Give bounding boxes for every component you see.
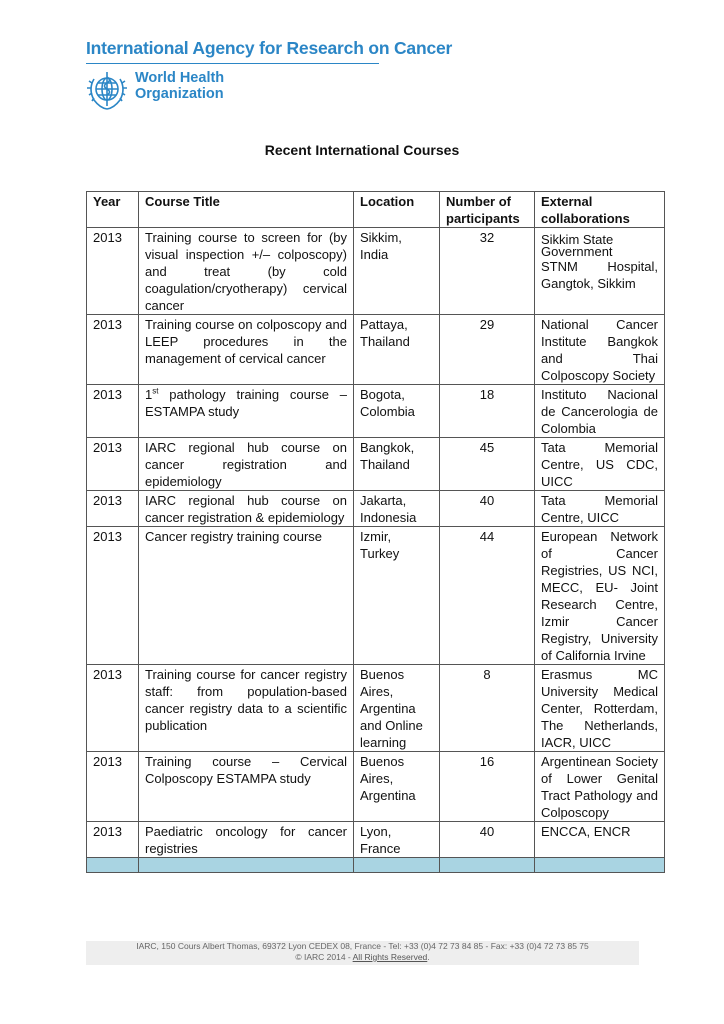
table-row [87, 315, 665, 385]
footer-period: . [427, 952, 430, 962]
blank-cell [535, 858, 665, 873]
cell-year: 2013 [87, 491, 139, 527]
cell-collaborations: Argentinean Society of Lower Genital Tract Pathology and Colposcopy [535, 752, 665, 822]
cell-collaborations: Tata Memorial Centre, UICC [535, 491, 665, 527]
footer-copyright: © IARC 2014 - [295, 952, 353, 962]
table-row [87, 665, 665, 752]
cell-year: 2013 [87, 527, 139, 665]
cell-participants: 29 [440, 315, 535, 385]
cell-participants: 40 [440, 491, 535, 527]
cell-location: Bogota, Colombia [354, 385, 440, 438]
cell-year: 2013 [87, 228, 139, 315]
cell-course-title [139, 385, 354, 438]
table-header-row [87, 192, 665, 228]
collab-line: Sikkim State Government [541, 232, 614, 259]
header-participants: Number of participants [440, 192, 535, 228]
cell-year: 2013 [87, 752, 139, 822]
title-ordinal-suffix: st [152, 386, 159, 396]
cell-participants: 40 [440, 822, 535, 858]
cell-location: Buenos Aires, Argentina and Online learning [354, 665, 440, 752]
collab-line: STNM Hospital, Gangtok, Sikkim [541, 259, 658, 291]
cell-course-title: Training course to screen for (by visual inspection +/– colposcopy) and treat (by cold coagulation/cryotherapy) cervical cancer [139, 228, 354, 315]
table-blank-row [87, 858, 665, 873]
header-rule [86, 63, 379, 64]
blank-cell [440, 858, 535, 873]
table-row [87, 822, 665, 858]
blank-cell [354, 858, 440, 873]
cell-participants: 45 [440, 438, 535, 491]
agency-name: International Agency for Research on Cancer [86, 38, 453, 58]
who-emblem-icon [84, 69, 130, 111]
cell-location: Pattaya, Thailand [354, 315, 440, 385]
cell-course-title: Paediatric oncology for cancer registries [139, 822, 354, 858]
table-row [87, 491, 665, 527]
cell-participants: 8 [440, 665, 535, 752]
cell-participants: 18 [440, 385, 535, 438]
cell-location: Bangkok, Thailand [354, 438, 440, 491]
cell-participants: 44 [440, 527, 535, 665]
title-ordinal: 1 [145, 387, 153, 402]
cell-course-title: Cancer registry training course [139, 527, 354, 665]
cell-participants: 32 [440, 228, 535, 315]
table-row [87, 752, 665, 822]
cell-collaborations [535, 228, 665, 315]
cell-location: Izmir, Turkey [354, 527, 440, 665]
table-row [87, 228, 665, 315]
footer-copyright-line [86, 952, 639, 963]
cell-year: 2013 [87, 665, 139, 752]
cell-year: 2013 [87, 438, 139, 491]
footer-address: IARC, 150 Cours Albert Thomas, 69372 Lyon CEDEX 08, France - Tel: +33 (0)4 72 73 84 85 - Fax: +33 (0)4 72 73 85 75 [136, 941, 589, 951]
page-header [0, 0, 724, 120]
header-location: Location [354, 192, 440, 228]
cell-course-title: Training course for cancer registry staff: from population-based cancer registry data to a scientific publication [139, 665, 354, 752]
cell-course-title: Training course on colposcopy and LEEP procedures in the management of cervical cancer [139, 315, 354, 385]
header-course-title: Course Title [139, 192, 354, 228]
cell-collaborations: National Cancer Institute Bangkok and Thai Colposcopy Society [535, 315, 665, 385]
table-row [87, 438, 665, 491]
cell-collaborations: Instituto Nacional de Cancerologia de Colombia [535, 385, 665, 438]
cell-collaborations: Erasmus MC University Medical Center, Rotterdam, The Netherlands, IACR, UICC [535, 665, 665, 752]
cell-location: Jakarta, Indonesia [354, 491, 440, 527]
title-rest: pathology training course – ESTAMPA study [145, 387, 347, 419]
cell-year: 2013 [87, 385, 139, 438]
who-name-line1: World Health [135, 70, 225, 86]
table-row [87, 527, 665, 665]
header-year: Year [87, 192, 139, 228]
cell-location: Sikkim, India [354, 228, 440, 315]
cell-participants: 16 [440, 752, 535, 822]
cell-course-title: IARC regional hub course on cancer registration & epidemiology [139, 491, 354, 527]
cell-course-title: IARC regional hub course on cancer registration and epidemiology [139, 438, 354, 491]
page-title: Recent International Courses [264, 142, 460, 158]
cell-collaborations: European Network of Cancer Registries, US NCI, MECC, EU- Joint Research Centre, Izmir Cancer Registry, University of California Irvine [535, 527, 665, 665]
cell-course-title: Training course – Cervical Colposcopy ESTAMPA study [139, 752, 354, 822]
courses-table [86, 191, 665, 873]
who-name-line2: Organization [135, 85, 224, 102]
cell-location: Buenos Aires, Argentina [354, 752, 440, 822]
footer-rights-link[interactable]: All Rights Reserved [352, 952, 428, 962]
cell-collaborations: ENCCA, ENCR [535, 822, 665, 858]
blank-cell [139, 858, 354, 873]
cell-year: 2013 [87, 315, 139, 385]
blank-cell [87, 858, 139, 873]
cell-location: Lyon, France [354, 822, 440, 858]
cell-year: 2013 [87, 822, 139, 858]
who-name [135, 71, 224, 102]
table-row [87, 385, 665, 438]
cell-collaborations: Tata Memorial Centre, US CDC, UICC [535, 438, 665, 491]
page-footer [86, 941, 639, 965]
header-collaborations: External collaborations [535, 192, 665, 228]
